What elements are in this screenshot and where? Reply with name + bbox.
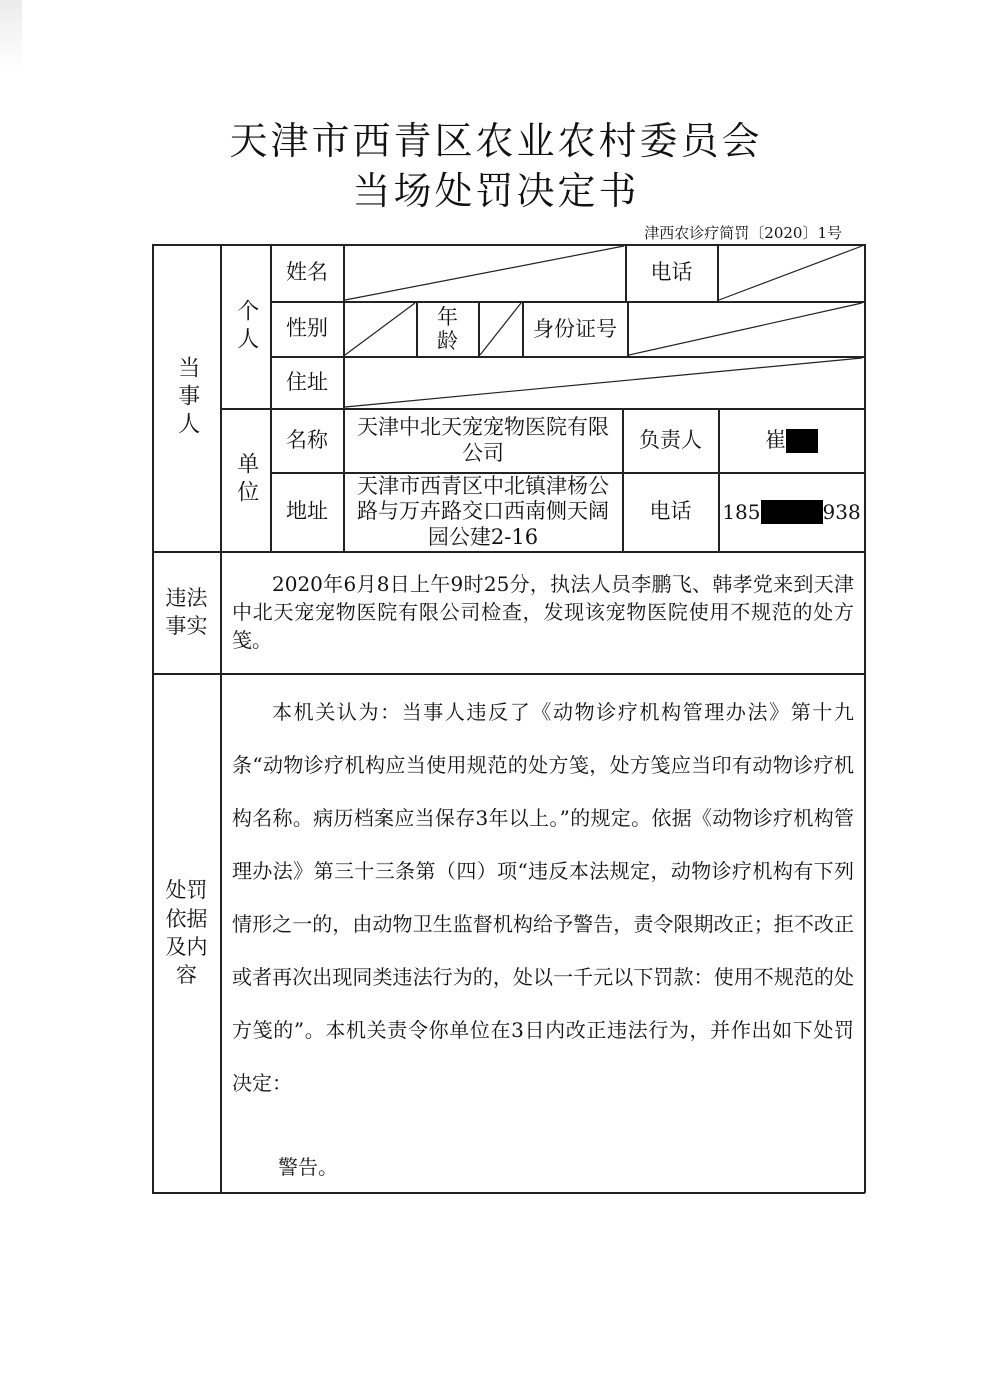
phone-suffix: 938: [822, 500, 861, 524]
redaction-bar: [786, 429, 818, 453]
unit-name-label: 名称: [286, 427, 328, 452]
address-label: 住址: [286, 369, 328, 394]
unit-address-label: 地址: [286, 499, 328, 524]
id-label: 身份证号: [533, 316, 617, 341]
facts-label: 违法事实: [165, 586, 208, 638]
basis-text: 本机关认为：当事人违反了《动物诊疗机构管理办法》第十九条“动物诊疗机构应当使用规范的处方笺，处方笺应当印有动物诊疗机构名称。病历档案应当保存3年以上。”的规定。依据《动物诊疗机构管理办法》第三十三条第（四）项“违反本法规定，动物诊疗机构有下列情形之一的，由动物卫生监督机构给予警告，责令限期改正；拒不改正或者再次出现同类违法行为的，处以一千元以下罚款：使用不规范的处方笺的”。本机关责令你单位在3日内改正违法行为，并作出如下处罚决定：: [232, 700, 854, 1095]
unit-name-value: 天津中北天宠宠物医院有限公司: [357, 415, 609, 465]
decision-text: 警告。: [278, 1155, 338, 1179]
name-label: 姓名: [286, 260, 328, 285]
unit-label: 单位: [233, 452, 259, 508]
strike-age: [480, 303, 521, 355]
age-label: 年龄: [436, 304, 458, 353]
phone-prefix: 185: [722, 500, 761, 524]
person-in-charge-label: 负责人: [639, 427, 702, 452]
document-type-title: 当场处罚决定书: [352, 169, 640, 213]
strike-address: [345, 358, 862, 407]
strike-gender: [345, 303, 415, 355]
phone-label: 电话: [650, 260, 693, 285]
strike-phone: [719, 246, 862, 300]
org-title: 天津市西青区农业农村委员会: [229, 119, 763, 163]
gender-label: 性别: [286, 316, 328, 341]
unit-address-value: 天津市西青区中北镇津杨公路与万卉路交口西南侧天阔园公建2-16: [357, 474, 609, 549]
person-in-charge-name: 崔: [765, 427, 786, 452]
person-in-charge-value: [719, 409, 864, 472]
unit-phone-label: 电话: [649, 499, 692, 524]
party-section-label: 当事人: [174, 356, 200, 440]
individual-label: 个人: [233, 298, 259, 355]
document-number: 津西农诊疗简罚〔2020〕1号: [644, 224, 842, 242]
basis-label: 处罚依据及内容: [165, 878, 208, 988]
redaction-bar: [761, 500, 823, 524]
unit-phone-value: [719, 473, 864, 551]
strike-id: [629, 303, 862, 355]
facts-text: 2020年6月8日上午9时25分，执法人员李鹏飞、韩孝党来到天津中北天宠宠物医院有限公司检查，发现该宠物医院使用不规范的处方笺。: [232, 572, 854, 652]
strike-name: [345, 246, 624, 300]
